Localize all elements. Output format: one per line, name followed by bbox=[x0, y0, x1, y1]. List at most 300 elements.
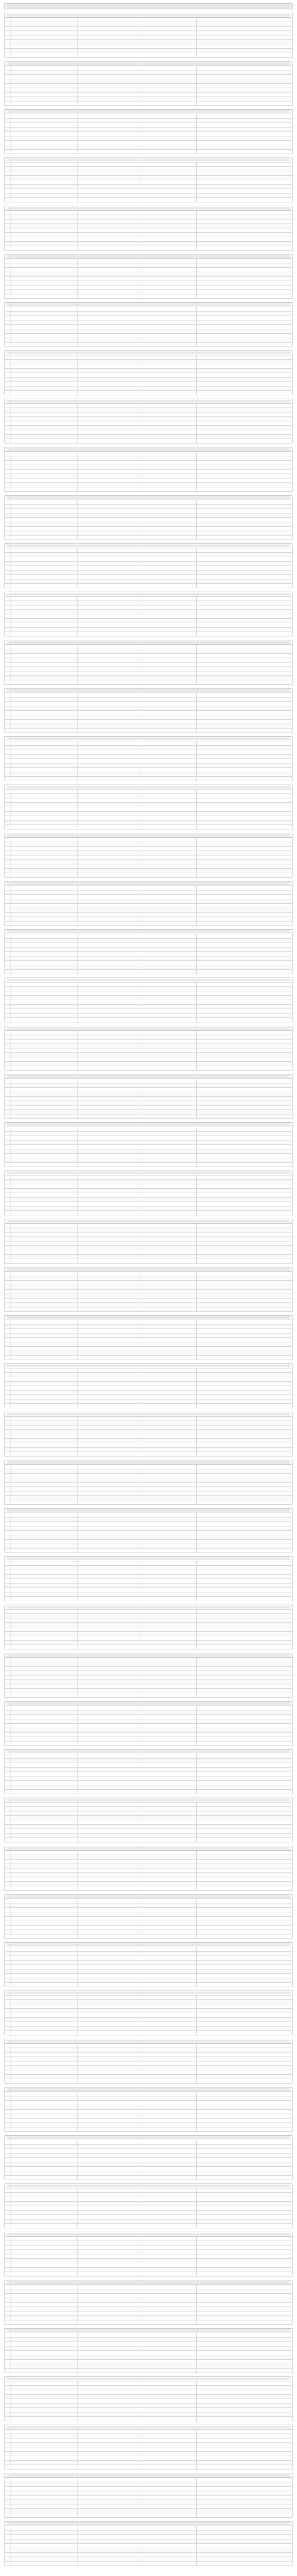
table-cell bbox=[196, 671, 294, 675]
table-row bbox=[4, 1715, 293, 1719]
table-cell bbox=[141, 1040, 197, 1043]
table-cell bbox=[141, 1014, 197, 1017]
group-section bbox=[4, 640, 293, 685]
group-section-title bbox=[4, 785, 293, 790]
table-row bbox=[4, 1439, 293, 1443]
table-row bbox=[4, 715, 293, 720]
table-row bbox=[4, 2171, 293, 2176]
table-row bbox=[4, 623, 293, 628]
table-cell bbox=[196, 1522, 294, 1526]
table-cell bbox=[141, 1373, 197, 1377]
table-cell bbox=[11, 2070, 78, 2074]
table-cell bbox=[77, 2482, 141, 2486]
table-row bbox=[4, 575, 293, 579]
table-cell bbox=[11, 1290, 78, 1294]
table-cell bbox=[77, 338, 141, 342]
group-section-title-text bbox=[7, 2185, 290, 2187]
table-cell bbox=[11, 1452, 78, 1456]
table-cell bbox=[11, 40, 78, 44]
table-cell bbox=[77, 1062, 141, 1066]
group-section bbox=[4, 399, 293, 444]
table-cell bbox=[77, 246, 141, 250]
table-cell bbox=[196, 2443, 294, 2447]
table-cell bbox=[196, 755, 294, 758]
table-cell bbox=[11, 1189, 78, 1193]
table-cell bbox=[196, 1426, 294, 1429]
table-cell bbox=[141, 1136, 197, 1140]
table-cell bbox=[196, 1983, 294, 1987]
table-cell bbox=[11, 2048, 78, 2052]
table-cell bbox=[196, 474, 294, 478]
group-section-title bbox=[4, 254, 293, 259]
table-cell bbox=[141, 2075, 197, 2079]
table-cell bbox=[77, 2075, 141, 2079]
table-cell bbox=[77, 435, 141, 439]
table-cell bbox=[196, 531, 294, 535]
table-cell bbox=[141, 1860, 197, 1864]
table-cell bbox=[11, 2013, 78, 2017]
table-cell bbox=[5, 996, 11, 1000]
table-row bbox=[4, 1250, 293, 1255]
table-cell bbox=[196, 1281, 294, 1285]
table-row bbox=[4, 2158, 293, 2162]
table-cell bbox=[11, 2105, 78, 2109]
table-cell bbox=[141, 527, 197, 531]
table-cell bbox=[5, 2438, 11, 2442]
table-cell bbox=[5, 2009, 11, 2013]
table-row bbox=[4, 1259, 293, 1264]
table-cell bbox=[141, 605, 197, 609]
table-cell bbox=[11, 2000, 78, 2004]
table-cell bbox=[141, 2167, 197, 2171]
table-cell bbox=[77, 2342, 141, 2346]
table-cell bbox=[11, 654, 78, 658]
table-cell bbox=[141, 2004, 197, 2008]
table-row bbox=[4, 2193, 293, 2197]
table-cell bbox=[5, 2294, 11, 2298]
table-row bbox=[4, 513, 293, 518]
table-cell bbox=[196, 281, 294, 285]
table-cell bbox=[196, 2004, 294, 2008]
table-cell bbox=[11, 1057, 78, 1061]
table-cell bbox=[5, 2369, 11, 2373]
table-cell bbox=[196, 1829, 294, 1833]
table-cell bbox=[141, 2241, 197, 2245]
table-row bbox=[4, 391, 293, 395]
table-row bbox=[4, 167, 293, 171]
table-cell bbox=[11, 1469, 78, 1473]
table-cell bbox=[141, 237, 197, 241]
table-cell bbox=[11, 1237, 78, 1241]
table-cell bbox=[11, 242, 78, 246]
group-section-title-text bbox=[7, 834, 290, 837]
table-cell bbox=[5, 136, 11, 140]
table-cell bbox=[5, 768, 11, 772]
group-section bbox=[4, 1460, 293, 1505]
table-cell bbox=[196, 259, 294, 263]
table-cell bbox=[196, 987, 294, 991]
table-cell bbox=[77, 1658, 141, 1662]
table-cell bbox=[196, 1965, 294, 1969]
table-cell bbox=[141, 27, 197, 30]
table-row bbox=[4, 1035, 293, 1040]
group-section-title-text bbox=[7, 882, 290, 885]
table-cell bbox=[11, 982, 78, 986]
table-cell bbox=[5, 2333, 11, 2337]
table-cell bbox=[196, 711, 294, 715]
table-cell bbox=[11, 1570, 78, 1574]
table-row bbox=[4, 1062, 293, 1066]
table-cell bbox=[77, 667, 141, 671]
table-cell bbox=[77, 2351, 141, 2355]
table-cell bbox=[11, 2531, 78, 2534]
table-cell bbox=[141, 2535, 197, 2539]
table-cell bbox=[5, 2259, 11, 2263]
table-cell bbox=[196, 1368, 294, 1372]
table-cell bbox=[196, 2447, 294, 2451]
group-section-title-text bbox=[7, 1075, 290, 1078]
table-cell bbox=[196, 2562, 294, 2565]
table-cell bbox=[11, 2496, 78, 2499]
table-cell bbox=[5, 1759, 11, 1763]
table-cell bbox=[11, 2342, 78, 2346]
table-cell bbox=[141, 1785, 197, 1789]
table-cell bbox=[11, 1000, 78, 1004]
table-cell bbox=[5, 180, 11, 184]
table-cell bbox=[77, 27, 141, 30]
table-cell bbox=[196, 150, 294, 154]
table-row bbox=[4, 996, 293, 1000]
table-cell bbox=[5, 1448, 11, 1452]
table-cell bbox=[196, 1132, 294, 1136]
table-cell bbox=[196, 145, 294, 149]
table-cell bbox=[77, 2496, 141, 2499]
table-cell bbox=[5, 548, 11, 552]
table-cell bbox=[196, 320, 294, 324]
table-row bbox=[4, 1829, 293, 1834]
table-cell bbox=[77, 2298, 141, 2302]
table-cell bbox=[141, 1829, 197, 1833]
table-cell bbox=[196, 2215, 294, 2219]
table-cell bbox=[77, 1189, 141, 1193]
table-cell bbox=[196, 1404, 294, 1408]
table-cell bbox=[11, 1632, 78, 1636]
group-section-title bbox=[4, 1894, 293, 1899]
table-cell bbox=[141, 1921, 197, 1925]
table-cell bbox=[141, 842, 197, 846]
table-cell bbox=[77, 610, 141, 614]
table-cell bbox=[141, 1421, 197, 1425]
table-cell bbox=[5, 194, 11, 197]
table-cell bbox=[11, 128, 78, 131]
table-cell bbox=[196, 1526, 294, 1530]
table-row bbox=[4, 1513, 293, 1518]
table-cell bbox=[141, 996, 197, 1000]
table-cell bbox=[5, 1706, 11, 1710]
table-cell bbox=[196, 1009, 294, 1013]
table-row bbox=[4, 237, 293, 242]
table-cell bbox=[5, 307, 11, 311]
table-cell bbox=[141, 70, 197, 74]
table-cell bbox=[5, 1246, 11, 1250]
table-cell bbox=[196, 1570, 294, 1574]
table-cell bbox=[141, 2307, 197, 2311]
table-row bbox=[4, 263, 293, 268]
table-cell bbox=[196, 605, 294, 609]
table-cell bbox=[11, 2289, 78, 2293]
table-row bbox=[4, 1636, 293, 1641]
table-row bbox=[4, 1338, 293, 1342]
table-cell bbox=[11, 141, 78, 145]
table-cell bbox=[77, 838, 141, 842]
table-cell bbox=[11, 698, 78, 701]
group-section-title-text bbox=[7, 544, 290, 547]
table-cell bbox=[196, 246, 294, 250]
table-cell bbox=[141, 145, 197, 149]
table-cell bbox=[141, 2250, 197, 2254]
table-cell bbox=[77, 548, 141, 552]
table-cell bbox=[141, 1333, 197, 1337]
table-cell bbox=[11, 934, 78, 938]
table-row bbox=[4, 527, 293, 531]
table-cell bbox=[5, 1974, 11, 1978]
table-cell bbox=[196, 667, 294, 671]
table-cell bbox=[5, 864, 11, 868]
table-cell bbox=[5, 1772, 11, 1776]
table-cell bbox=[5, 1579, 11, 1583]
table-cell bbox=[5, 943, 11, 947]
table-cell bbox=[141, 991, 197, 995]
table-cell bbox=[5, 1325, 11, 1328]
table-cell bbox=[141, 1465, 197, 1469]
table-row bbox=[4, 2075, 293, 2079]
table-cell bbox=[77, 1899, 141, 1903]
table-cell bbox=[11, 185, 78, 189]
table-cell bbox=[5, 1101, 11, 1105]
table-cell bbox=[141, 1250, 197, 1254]
table-cell bbox=[141, 224, 197, 228]
table-cell bbox=[141, 2202, 197, 2206]
table-cell bbox=[77, 1434, 141, 1438]
table-cell bbox=[77, 1610, 141, 1613]
table-cell bbox=[77, 141, 141, 145]
table-cell bbox=[196, 2202, 294, 2206]
table-cell bbox=[77, 1956, 141, 1960]
table-cell bbox=[5, 2123, 11, 2127]
group-section-title-text bbox=[7, 1268, 290, 1271]
table-cell bbox=[5, 1570, 11, 1574]
table-cell bbox=[141, 825, 197, 829]
table-cell bbox=[5, 1807, 11, 1811]
table-cell bbox=[11, 1285, 78, 1289]
table-cell bbox=[77, 860, 141, 864]
table-cell bbox=[5, 917, 11, 921]
table-cell bbox=[77, 185, 141, 189]
table-cell bbox=[196, 2496, 294, 2499]
table-cell bbox=[11, 724, 78, 728]
table-cell bbox=[196, 1057, 294, 1061]
table-cell bbox=[141, 693, 197, 697]
table-cell bbox=[196, 1127, 294, 1131]
table-cell bbox=[196, 2294, 294, 2298]
table-row bbox=[4, 821, 293, 825]
group-section-title-text bbox=[7, 1316, 290, 1319]
table-cell bbox=[141, 584, 197, 588]
table-cell bbox=[77, 18, 141, 22]
table-cell bbox=[11, 79, 78, 83]
table-row bbox=[4, 2346, 293, 2351]
table-cell bbox=[11, 474, 78, 478]
table-cell bbox=[196, 1566, 294, 1570]
table-cell bbox=[141, 2434, 197, 2438]
table-row bbox=[4, 729, 293, 733]
table-cell bbox=[5, 1356, 11, 1360]
table-cell bbox=[77, 1886, 141, 1890]
table-row bbox=[4, 145, 293, 150]
table-cell bbox=[196, 825, 294, 829]
table-row bbox=[4, 597, 293, 601]
group-section bbox=[4, 1798, 293, 1842]
table-row bbox=[4, 461, 293, 465]
table-cell bbox=[77, 373, 141, 377]
table-cell bbox=[141, 263, 197, 267]
table-cell bbox=[11, 338, 78, 342]
table-cell bbox=[196, 2303, 294, 2307]
table-cell bbox=[196, 2154, 294, 2157]
table-cell bbox=[77, 1224, 141, 1228]
table-row bbox=[4, 18, 293, 22]
table-cell bbox=[77, 1114, 141, 1118]
table-cell bbox=[77, 1820, 141, 1824]
table-cell bbox=[77, 1903, 141, 1907]
table-cell bbox=[77, 579, 141, 583]
table-cell bbox=[11, 619, 78, 623]
group-section bbox=[4, 736, 293, 781]
table-cell bbox=[11, 649, 78, 653]
table-cell bbox=[141, 194, 197, 197]
group-section-title-text bbox=[7, 448, 290, 451]
table-row bbox=[4, 1917, 293, 1921]
table-cell bbox=[196, 790, 294, 793]
table-cell bbox=[77, 1325, 141, 1328]
table-cell bbox=[77, 1588, 141, 1592]
table-cell bbox=[77, 1377, 141, 1381]
table-row bbox=[4, 500, 293, 505]
table-cell bbox=[196, 2535, 294, 2539]
table-cell bbox=[5, 1614, 11, 1618]
table-cell bbox=[11, 956, 78, 960]
table-cell bbox=[11, 1272, 78, 1276]
table-cell bbox=[141, 2092, 197, 2096]
table-cell bbox=[141, 821, 197, 824]
table-cell bbox=[77, 114, 141, 118]
table-cell bbox=[141, 1325, 197, 1328]
table-cell bbox=[77, 1667, 141, 1671]
table-cell bbox=[196, 1158, 294, 1162]
table-cell bbox=[77, 1228, 141, 1232]
table-cell bbox=[5, 654, 11, 658]
table-cell bbox=[11, 1154, 78, 1158]
table-cell bbox=[196, 996, 294, 1000]
table-cell bbox=[141, 150, 197, 154]
table-cell bbox=[11, 2548, 78, 2552]
table-cell bbox=[196, 1575, 294, 1579]
table-cell bbox=[196, 676, 294, 680]
table-cell bbox=[141, 430, 197, 434]
table-cell bbox=[5, 1838, 11, 1842]
table-row bbox=[4, 1754, 293, 1759]
table-cell bbox=[196, 1759, 294, 1763]
table-cell bbox=[11, 1785, 78, 1789]
table-cell bbox=[5, 1114, 11, 1118]
table-cell bbox=[11, 2386, 78, 2390]
table-cell bbox=[141, 1886, 197, 1890]
table-cell bbox=[196, 198, 294, 202]
table-cell bbox=[77, 2048, 141, 2052]
table-row bbox=[4, 2070, 293, 2075]
table-cell bbox=[11, 1706, 78, 1710]
table-cell bbox=[11, 1382, 78, 1386]
table-cell bbox=[5, 794, 11, 798]
table-row bbox=[4, 1961, 293, 1965]
table-cell bbox=[11, 2294, 78, 2298]
table-cell bbox=[77, 2320, 141, 2324]
table-row bbox=[4, 2386, 293, 2390]
group-section-title-text bbox=[7, 1799, 290, 1801]
table-cell bbox=[11, 1083, 78, 1087]
table-cell bbox=[196, 1399, 294, 1403]
table-cell bbox=[141, 439, 197, 443]
table-cell bbox=[5, 895, 11, 899]
group-section-title bbox=[4, 1605, 293, 1610]
table-cell bbox=[141, 2053, 197, 2056]
table-cell bbox=[11, 88, 78, 92]
table-row bbox=[4, 211, 293, 215]
table-cell bbox=[5, 1136, 11, 1140]
table-cell bbox=[196, 1549, 294, 1552]
table-row bbox=[4, 386, 293, 391]
table-cell bbox=[141, 1439, 197, 1443]
table-cell bbox=[196, 242, 294, 246]
table-cell bbox=[141, 1811, 197, 1815]
table-cell bbox=[11, 1807, 78, 1811]
table-cell bbox=[11, 176, 78, 180]
table-cell bbox=[77, 1961, 141, 1964]
table-cell bbox=[5, 2250, 11, 2254]
table-cell bbox=[11, 1544, 78, 1548]
table-cell bbox=[141, 378, 197, 381]
table-cell bbox=[196, 956, 294, 960]
table-cell bbox=[77, 167, 141, 171]
group-section bbox=[4, 881, 293, 926]
group-section-title bbox=[4, 1026, 293, 1031]
table-cell bbox=[141, 1149, 197, 1153]
table-cell bbox=[141, 215, 197, 219]
table-cell bbox=[5, 1141, 11, 1144]
table-cell bbox=[5, 2268, 11, 2272]
table-cell bbox=[11, 1106, 78, 1109]
table-cell bbox=[196, 1544, 294, 1548]
table-cell bbox=[77, 816, 141, 820]
table-cell bbox=[196, 2526, 294, 2530]
table-row bbox=[4, 1500, 293, 1505]
table-cell bbox=[5, 1092, 11, 1096]
table-cell bbox=[141, 343, 197, 347]
table-cell bbox=[77, 693, 141, 697]
table-cell bbox=[141, 1005, 197, 1009]
table-cell bbox=[196, 2307, 294, 2311]
table-cell bbox=[77, 1399, 141, 1403]
